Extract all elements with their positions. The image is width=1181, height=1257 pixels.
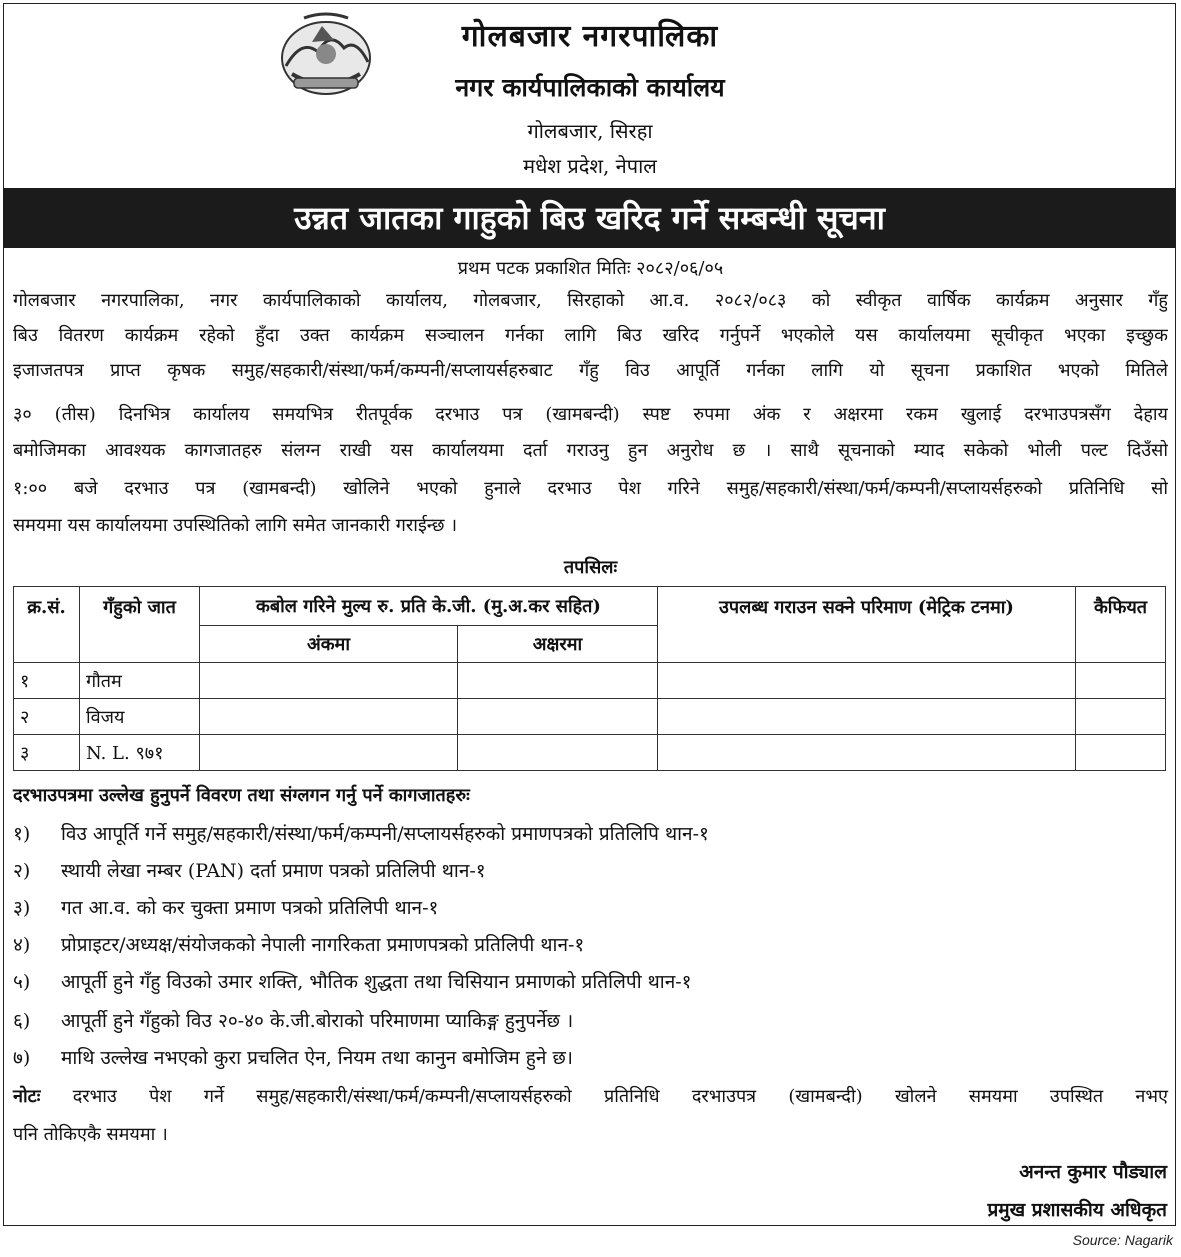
list-text: गत आ.व. को कर चुक्ता प्रमाण पत्रको प्रतिलिपी थान-१: [61, 897, 439, 919]
documents-heading: दरभाउपत्रमा उल्लेख हुनुपर्ने विवरण तथा संग्लगन गर्नु पर्ने कागजातहरुः: [13, 785, 470, 806]
note-line-2: पनि तोकिएकै समयमा ।: [13, 1124, 168, 1145]
list-text: माथि उल्लेख नभएको कुरा प्रचलित ऐन, नियम तथा कानुन बमोजिम हुने छ।: [61, 1047, 574, 1069]
list-item: [13, 820, 709, 846]
note-text: दरभाउ पेश गर्ने समुह/सहकारी/संस्था/फर्म/कम्पनी/सप्लायर्सहरुको प्रतिनिधि दरभाउपत्र (खामबन्दी) खोलने समयमा उपस्थित नभए: [72, 1086, 1168, 1107]
cell-empty: [200, 699, 458, 735]
table-row: [14, 699, 1166, 735]
cell-empty: [200, 735, 458, 771]
header-price-figures: अंकमा: [200, 626, 458, 663]
header-quantity: उपलब्ध गराउन सक्ने परिमाण (मेट्रिक टनमा): [658, 587, 1076, 663]
header-remarks: कैफियत: [1076, 587, 1166, 663]
list-text: आपूर्ती हुने गँहुको विउ २०-४० के.जी.बोराको परिमाणमा प्याकिङ्ग हुनुपर्नेछ ।: [61, 1010, 574, 1032]
cell-empty: [458, 735, 658, 771]
cell-variety: N. L. ९७१: [80, 735, 200, 771]
note-label: नोटः: [13, 1086, 41, 1107]
bid-table: [13, 586, 1166, 771]
body-line: बमोजिमका आवश्यक कागजातहरु संलग्न राखी यस कार्यालयमा दर्ता गराउनु हुन अनुरोध छ । साथै सूचनाको म्याद सकेको भोली पल्ट दिउँसो: [13, 440, 1168, 461]
cell-empty: [1076, 735, 1166, 771]
list-number: ४): [13, 934, 31, 956]
notice-title: उन्नत जातका गाहुको बिउ खरिद गर्ने सम्बन्धी सूचना: [3, 188, 1176, 248]
municipality-name: गोलबजार नगरपालिका: [461, 19, 719, 54]
header-price-words: अक्षरमा: [458, 626, 658, 663]
cell-empty: [458, 663, 658, 699]
body-line: इजाजतपत्र प्राप्त कृषक समुह/सहकारी/संस्था/फर्म/कम्पनी/सप्लायर्सहरुबाट गँहु विउ आपूर्ति गर्नका लागि यो सूचना प्रकाशित भएको मितिले: [13, 360, 1168, 381]
published-date: प्रथम पटक प्रकाशित मितिः २०८२/०६/०५: [457, 258, 724, 279]
office-name: नगर कार्यपालिकाको कार्यालय: [455, 73, 725, 102]
list-number: ७): [13, 1047, 31, 1069]
cell-variety: विजय: [80, 699, 200, 735]
list-text: स्थायी लेखा नम्बर (PAN) दर्ता प्रमाण पत्रको प्रतिलिपी थान-१: [61, 860, 486, 882]
body-line: १:०० बजे दरभाउ पत्र (खामबन्दी) खोलिने भएको हुनाले दरभाउ पेश गरिने समुह/सहकारी/संस्था/फर्म/कम्पनी/सप्लायर्सहरुको प्रतिनिधि सो: [13, 478, 1168, 499]
list-item: [13, 1044, 573, 1070]
header-sn: क्र.सं.: [14, 587, 80, 663]
list-text: विउ आपूर्ति गर्ने समुह/सहकारी/संस्था/फर्म/कम्पनी/सप्लायर्सहरुको प्रमाणपत्रको प्रतिलिपि थान-१: [61, 823, 709, 845]
table-row: [14, 663, 1166, 699]
cell-empty: [658, 735, 1076, 771]
list-item: [13, 857, 486, 883]
list-item: [13, 931, 584, 957]
list-text: प्रोप्राइटर/अध्यक्ष/संयोजकको नेपाली नागरिकता प्रमाणपत्रको प्रतिलिपी थान-१: [61, 934, 585, 956]
cell-empty: [658, 663, 1076, 699]
cell-sn: २: [14, 699, 80, 735]
body-line: बिउ वितरण कार्यक्रम रहेको हुँदा उक्त कार्यक्रम सञ्चालन गर्नका लागि बिउ खरिद गर्नुपर्ने भएकोले यस कार्यालयमा सूचीकृत भएका इच्छुक: [13, 325, 1168, 346]
cell-variety: गौतम: [80, 663, 200, 699]
address-line-1: गोलबजार, सिरहा: [527, 119, 653, 143]
cell-empty: [1076, 699, 1166, 735]
list-item: [13, 968, 692, 994]
header-price: कबोल गरिने मुल्य रु. प्रति के.जी. (मु.अ.कर सहित): [200, 587, 658, 626]
address-line-2: मधेश प्रदेश, नेपाल: [523, 154, 657, 178]
signatory-name: अनन्त कुमार पौड्याल: [1019, 1161, 1167, 1183]
body-line: गोलबजार नगरपालिका, नगर कार्यपालिकाको कार्यालय, गोलबजार, सिरहाको आ.व. २०८२/०८३ को स्वीकृत वार्षिक कार्यक्रम अनुसार गँहु: [13, 290, 1168, 311]
cell-sn: ३: [14, 735, 80, 771]
cell-empty: [200, 663, 458, 699]
cell-sn: १: [14, 663, 80, 699]
header-variety: गँहुको जात: [80, 587, 200, 663]
list-item: [13, 1007, 573, 1033]
list-number: ३): [13, 897, 31, 919]
body-line: ३० (तीस) दिनभित्र कार्यालय समयभित्र रीतपूर्वक दरभाउ पत्र (खामबन्दी) स्पष्ट रुपमा अंक र अक्षरमा रकम खुलाई दरभाउपत्रसँग देहाय: [13, 404, 1168, 425]
cell-empty: [1076, 663, 1166, 699]
list-number: २): [13, 860, 31, 882]
cell-empty: [658, 699, 1076, 735]
list-number: ५): [13, 971, 31, 993]
details-label: तपसिलः: [563, 557, 618, 578]
source-credit: Source: Nagarik: [1072, 1232, 1173, 1248]
note-line-1: [13, 1084, 1168, 1108]
signatory-designation: प्रमुख प्रशासकीय अधिकृत: [987, 1199, 1167, 1221]
cell-empty: [458, 699, 658, 735]
list-item: [13, 894, 438, 920]
list-text: आपूर्ती हुने गँहु विउको उमार शक्ति, भौतिक शुद्धता तथा चिसियान प्रमाणको प्रतिलिपी थान-१: [61, 971, 692, 993]
body-line: समयमा यस कार्यालयमा उपस्थितिको लागि समेत जानकारी गराईन्छ ।: [13, 515, 458, 536]
table-row: [14, 735, 1166, 771]
list-number: १): [13, 823, 31, 845]
list-number: ६): [13, 1010, 31, 1032]
